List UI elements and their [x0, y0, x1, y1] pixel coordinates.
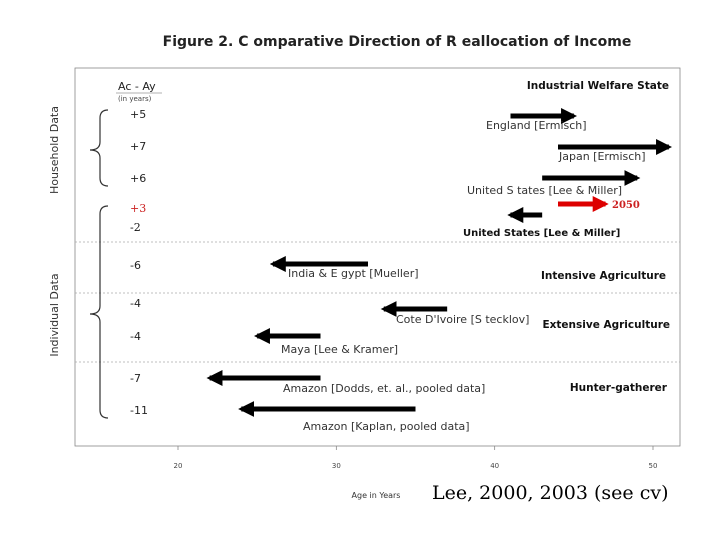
arrow-label-4: 2050	[612, 200, 640, 211]
brace-household	[90, 110, 108, 186]
diff-value-10: -11	[130, 404, 148, 417]
citation: Lee, 2000, 2003 (see cv)	[432, 482, 669, 504]
brace-individual	[90, 206, 108, 418]
diff-value-4: +3	[130, 202, 147, 215]
arrow-label-9: Amazon [Dodds, et. al., pooled data]	[283, 382, 486, 395]
arrow-label-6: India & E gypt [Mueller]	[288, 267, 419, 280]
diff-value-8: -4	[130, 330, 141, 343]
arrow-label-7: Cote D'Ivoire [S tecklov]	[396, 313, 530, 326]
diff-header-unit: (in years)	[118, 95, 152, 103]
section-label-individual: Individual Data	[48, 273, 61, 357]
arrow-label-5: United States [Lee & Miller]	[463, 228, 621, 239]
arrow-label-2: Japan [Ermisch]	[559, 150, 646, 163]
category-label-industrial: Industrial Welfare State	[526, 80, 669, 92]
section-label-household: Household Data	[48, 106, 61, 194]
chart-title: Figure 2. C omparative Direction of R eallocation of Income	[162, 34, 632, 50]
diff-value-9: -7	[130, 372, 141, 385]
diff-header: Ac - Ay	[118, 80, 156, 93]
category-label-hunter: Hunter-gatherer	[569, 382, 667, 394]
diff-value-6: -6	[130, 259, 141, 272]
category-label-intensive: Intensive Agriculture	[541, 270, 666, 282]
arrow-label-3: United S tates [Lee & Miller]	[467, 184, 623, 197]
diff-value-2: +7	[130, 140, 147, 153]
diff-value-5: -2	[130, 221, 141, 234]
arrow-label-10: Amazon [Kaplan, pooled data]	[303, 420, 470, 433]
x-tick-30: 30	[331, 462, 341, 470]
x-axis-title: Age in Years	[351, 491, 401, 500]
diff-value-1: +5	[130, 108, 147, 121]
x-tick-20: 20	[173, 462, 183, 470]
category-label-extensive: Extensive Agriculture	[542, 319, 670, 331]
diff-value-3: +6	[130, 172, 147, 185]
x-tick-40: 40	[490, 462, 500, 470]
diff-value-7: -4	[130, 297, 141, 310]
x-tick-50: 50	[648, 462, 658, 470]
arrow-label-8: Maya [Lee & Kramer]	[281, 343, 399, 356]
arrow-label-1: England [Ermisch]	[486, 119, 587, 132]
